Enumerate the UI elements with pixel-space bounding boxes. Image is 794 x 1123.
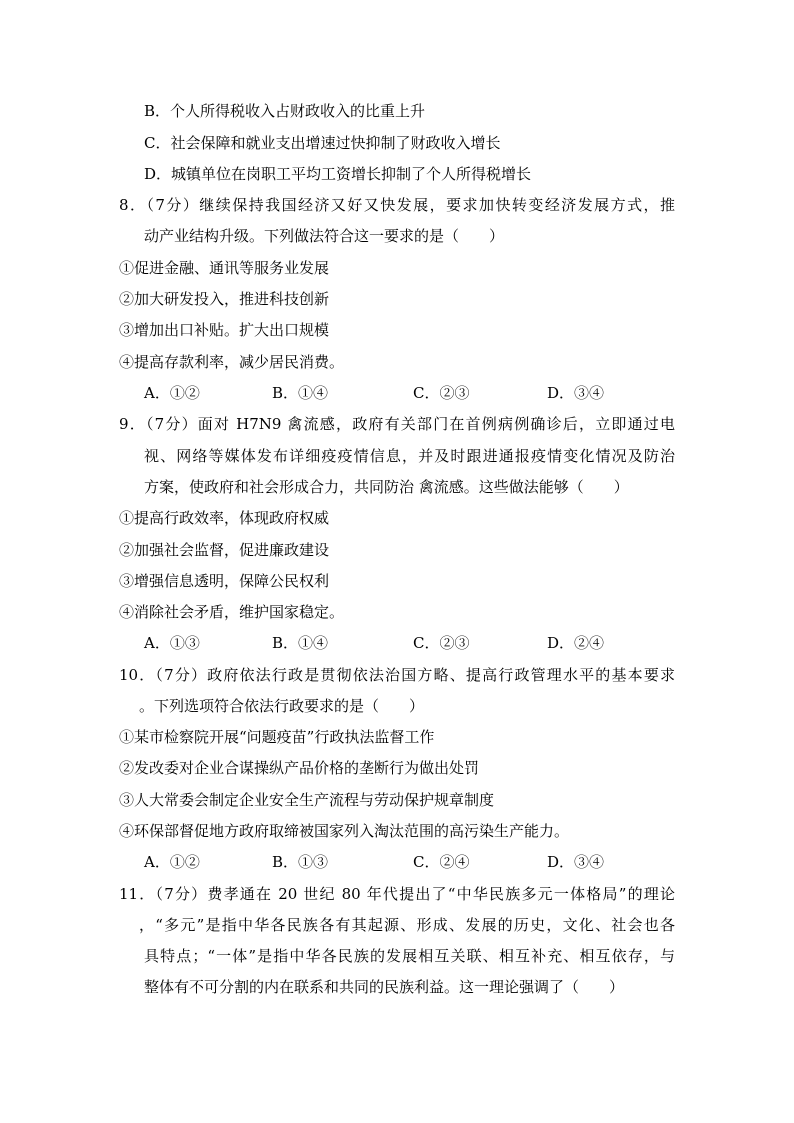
q11-stem-line-3: 具特点；“一体”是指中华各民族的发展相互关联、相互补充、相互依存，与 [144,947,675,965]
q9-stem-line-2: 视、网络等媒体发布详细疫疫情信息，并及时跟进通报疫情变化情况及防治 [144,447,675,465]
q10-statement-2: ②发改委对企业合谋操纵产品价格的垄断行为做出处罚 [119,759,480,777]
q10-stem-line-2: 。下列选项符合依法行政要求的是（ ） [139,697,425,715]
q8-statement-4: ④提高存款利率，减少居民消费。 [119,353,345,371]
q8-choice-a[interactable]: A．①② [144,384,200,402]
q8-choice-b[interactable]: B．①④ [272,384,329,402]
q8-choice-c[interactable]: C．②③ [413,384,470,402]
q9-choice-d[interactable]: D．②④ [547,634,605,652]
q8-choice-d[interactable]: D．③④ [547,384,605,402]
q8-choices [0,383,794,403]
q9-choice-b[interactable]: B．①④ [272,634,329,652]
q10-choice-a[interactable]: A．①② [144,853,200,871]
q9-choices [0,633,794,653]
q11-stem-line-4: 整体有不可分割的内在联系和共同的民族利益。这一理论强调了（ ） [144,978,625,996]
q7-option-d: D．城镇单位在岗职工平均工资增长抑制了个人所得税增长 [144,165,532,183]
q10-choice-d[interactable]: D．③④ [547,853,605,871]
q10-statement-1: ①某市检察院开展“问题疫苗”行政执法监督工作 [119,728,435,746]
q11-stem-line-1: 11．（7分）费孝通在 20 世纪 80 年代提出了“中华民族多元一体格局”的理论 [119,885,675,903]
q9-stem-line-1: 9．（7分）面对 H7N9 禽流感，政府有关部门在首例病例确诊后，立即通过电 [119,415,675,433]
q8-stem-line-2: 动产业结构升级。下列做法符合这一要求的是（ ） [144,227,505,245]
q9-statement-3: ③增强信息透明，保障公民权利 [119,572,330,590]
q10-choices [0,852,794,872]
q9-choice-a[interactable]: A．①③ [144,634,200,652]
q9-statement-4: ④消除社会矛盾，维护国家稳定。 [119,603,345,621]
q8-statement-1: ①促进金融、通讯等服务业发展 [119,259,330,277]
q9-choice-c[interactable]: C．②③ [413,634,470,652]
q10-choice-c[interactable]: C．②④ [413,853,470,871]
q8-statement-2: ②加大研发投入，推进科技创新 [119,290,330,308]
q10-stem-line-1: 10．（7分）政府依法行政是贯彻依法治国方略、提高行政管理水平的基本要求 [119,666,675,684]
q9-stem-line-3: 方案，使政府和社会形成合力，共同防治 禽流感。这些做法能够（ ） [144,478,629,496]
q10-statement-4: ④环保部督促地方政府取缔被国家列入淘汰范围的高污染生产能力。 [119,822,570,840]
q11-stem-line-2: ，“多元”是指中华各民族各有其起源、形成、发展的历史，文化、社会也各 [139,916,675,934]
q8-statement-3: ③增加出口补贴。扩大出口规模 [119,321,330,339]
q10-statement-3: ③人大常委会制定企业安全生产流程与劳动保护规章制度 [119,791,495,809]
q10-choice-b[interactable]: B．①③ [272,853,329,871]
q7-option-c: C．社会保障和就业支出增速过快抑制了财政收入增长 [144,134,501,152]
q7-option-b: B．个人所得税收入占财政收入的比重上升 [144,102,426,120]
q9-statement-1: ①提高行政效率，体现政府权威 [119,509,330,527]
q8-stem-line-1: 8．（7分）继续保持我国经济又好又快发展，要求加快转变经济发展方式，推 [119,196,675,214]
q9-statement-2: ②加强社会监督，促进廉政建设 [119,541,330,559]
